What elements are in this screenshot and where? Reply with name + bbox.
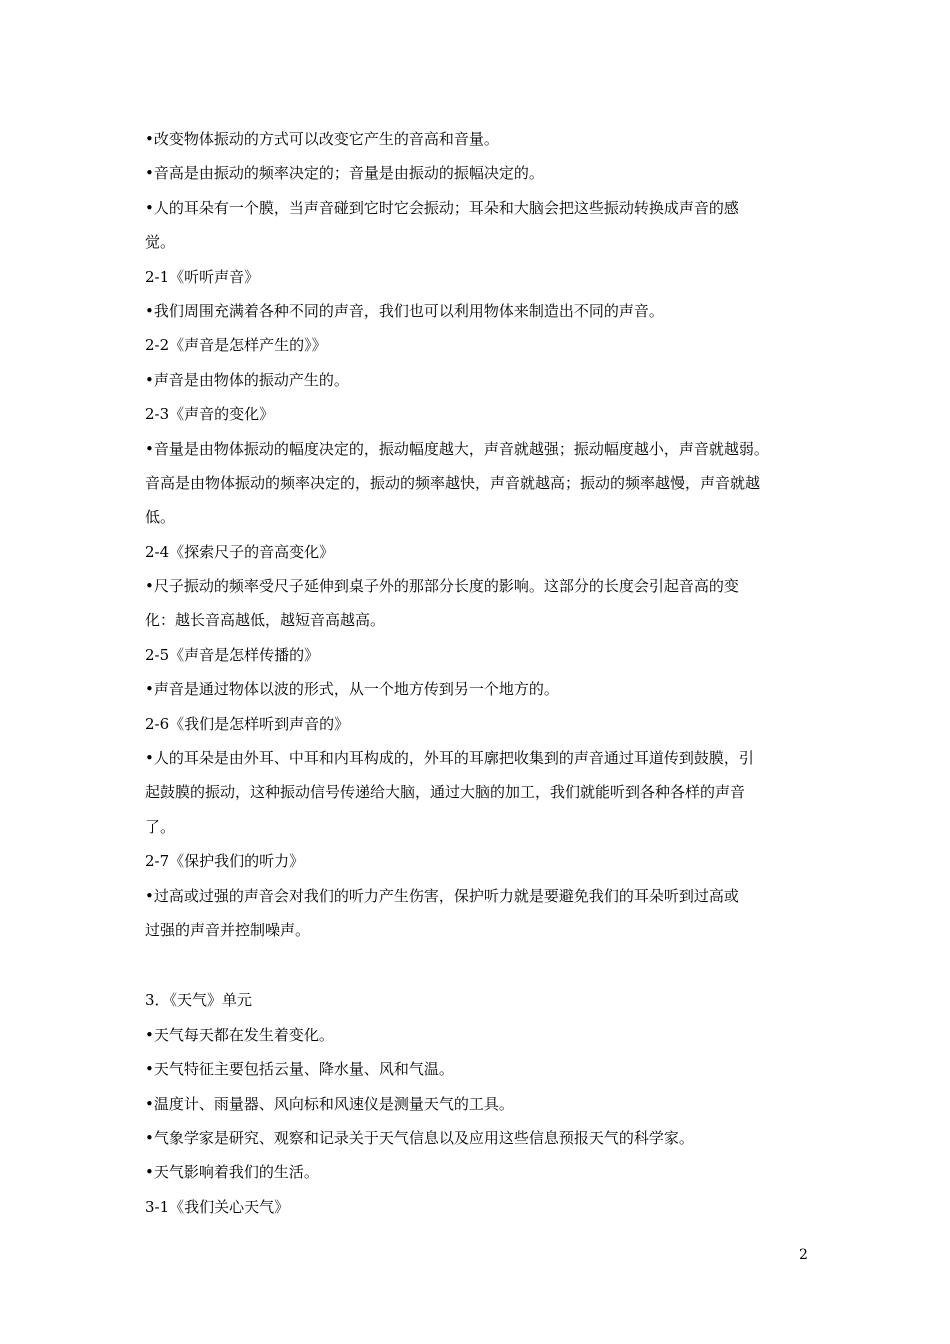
text-line: 3-1《我们关心天气》 (145, 1197, 290, 1216)
text-line: •温度计、雨量器、风向标和风速仪是测量天气的工具。 (145, 1094, 514, 1113)
text-line: 化：越长音高越低，越短音高越高。 (145, 611, 386, 630)
text-line: •人的耳朵是由外耳、中耳和内耳构成的，外耳的耳廓把收集到的声音通过耳道传到鼓膜，引 (145, 749, 754, 768)
text-line: 觉。 (145, 233, 176, 252)
text-line: •我们周围充满着各种不同的声音，我们也可以利用物体来制造出不同的声音。 (145, 301, 664, 320)
text-line: 起鼓膜的振动，这种振动信号传递给大脑，通过大脑的加工，我们就能听到各种各样的声音 (145, 783, 746, 802)
text-line: •音量是由物体振动的幅度决定的，振动幅度越大，声音就越强；振动幅度越小，声音就越弱。 (145, 439, 769, 458)
text-line: •声音是由物体的振动产生的。 (145, 370, 349, 389)
text-line: 3．《天气》单元 (145, 991, 253, 1010)
section-gap (145, 947, 809, 983)
text-line: 2-3《声音的变化》 (145, 405, 275, 424)
text-line: 低。 (145, 508, 176, 527)
text-line: 音高是由物体振动的频率决定的，振动的频率越快，声音就越高；振动的频率越慢，声音就越 (145, 473, 761, 492)
text-line: 2-1《听听声音》 (145, 267, 260, 286)
text-line: •过高或过强的声音会对我们的听力产生伤害，保护听力就是要避免我们的耳朵听到过高或 (145, 886, 739, 905)
text-line: •天气每天都在发生着变化。 (145, 1025, 334, 1044)
text-line: 2-5《声音是怎样传播的》 (145, 645, 320, 664)
text-line: •声音是通过物体以波的形式，从一个地方传到另一个地方的。 (145, 680, 559, 699)
text-line: 2-6《我们是怎样听到声音的》 (145, 714, 350, 733)
sound-unit-text-block (145, 122, 809, 947)
text-line: 2-7《保护我们的听力》 (145, 852, 305, 871)
text-line: •天气影响着我们的生活。 (145, 1163, 319, 1182)
text-line: •气象学家是研究、观察和记录关于天气信息以及应用这些信息预报天气的科学家。 (145, 1128, 694, 1147)
page-number: 2 (799, 1247, 808, 1263)
text-line: 2-4《探索尺子的音高变化》 (145, 542, 335, 561)
text-line: •尺子振动的频率受尺子延伸到桌子外的那部分长度的影响。这部分的长度会引起音高的变 (145, 577, 739, 596)
page-content (145, 122, 809, 1224)
text-line: •天气特征主要包括云量、降水量、风和气温。 (145, 1060, 454, 1079)
text-line: •音高是由振动的频率决定的；音量是由振动的振幅决定的。 (145, 164, 544, 183)
text-line: •改变物体振动的方式可以改变它产生的音高和音量。 (145, 130, 499, 148)
text-line: •人的耳朵有一个膜，当声音碰到它时它会振动；耳朵和大脑会把这些振动转换成声音的感 (145, 198, 739, 217)
text-line: 2-2《声音是怎样产生的》》 (145, 336, 327, 355)
text-line: 过强的声音并控制噪声。 (145, 920, 311, 939)
text-line: 了。 (145, 817, 176, 836)
weather-unit-text-block (145, 983, 809, 1224)
